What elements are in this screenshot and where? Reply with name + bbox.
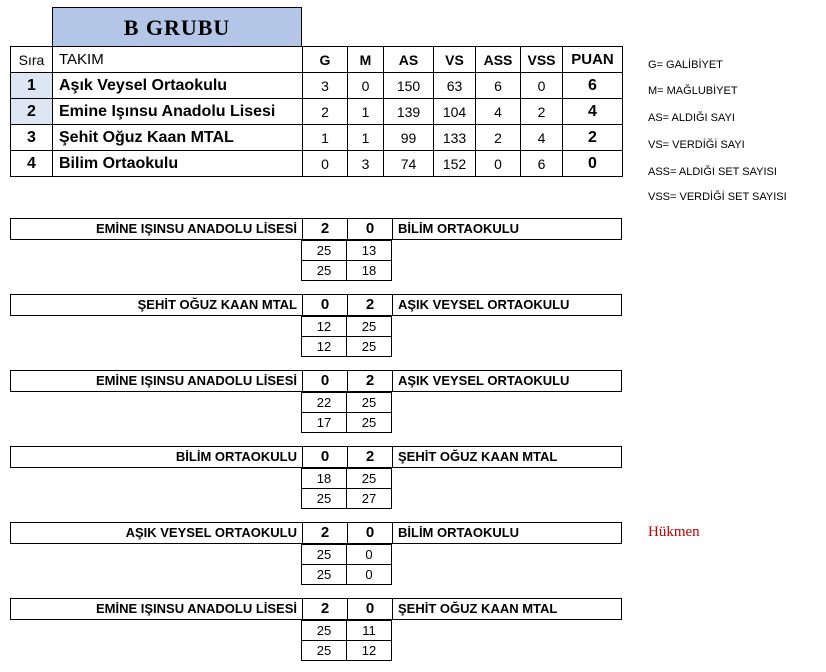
ass-cell: 6 bbox=[476, 73, 521, 99]
m-cell: 0 bbox=[348, 73, 384, 99]
away-team: AŞIK VEYSEL ORTAOKULU bbox=[392, 295, 622, 315]
header-sira: Sıra bbox=[11, 47, 53, 73]
ass-cell: 4 bbox=[476, 99, 521, 125]
set-score: 18 bbox=[302, 469, 347, 489]
set-row bbox=[302, 545, 392, 565]
home-team: BİLİM ORTAOKULU bbox=[175, 449, 297, 464]
set-score: 17 bbox=[302, 413, 347, 433]
set-row bbox=[302, 565, 392, 585]
team-cell: Şehit Oğuz Kaan MTAL bbox=[53, 125, 303, 151]
standings-row bbox=[11, 99, 623, 125]
rank-cell: 1 bbox=[11, 73, 53, 99]
away-team: BİLİM ORTAOKULU bbox=[392, 523, 622, 543]
as-cell: 150 bbox=[384, 73, 434, 99]
away-sets: 0 bbox=[347, 523, 392, 543]
vss-cell: 4 bbox=[521, 125, 563, 151]
set-score: 25 bbox=[347, 337, 392, 357]
standings-row bbox=[11, 125, 623, 151]
g-cell: 1 bbox=[303, 125, 348, 151]
vs-cell: 133 bbox=[434, 125, 476, 151]
puan-cell: 0 bbox=[563, 151, 623, 177]
set-scores bbox=[301, 544, 392, 585]
set-score: 25 bbox=[302, 241, 347, 261]
puan-cell: 2 bbox=[563, 125, 623, 151]
header-puan: PUAN bbox=[563, 47, 623, 73]
set-score: 12 bbox=[347, 641, 392, 661]
vs-cell: 152 bbox=[434, 151, 476, 177]
home-sets: 0 bbox=[302, 295, 347, 315]
m-cell: 3 bbox=[348, 151, 384, 177]
set-score: 25 bbox=[302, 565, 347, 585]
away-sets: 2 bbox=[347, 295, 392, 315]
standings-row bbox=[11, 73, 623, 99]
legend-as: AS= ALDIĞI SAYI bbox=[648, 112, 735, 124]
away-team: ŞEHİT OĞUZ KAAN MTAL bbox=[392, 447, 622, 467]
home-team: ŞEHİT OĞUZ KAAN MTAL bbox=[137, 297, 297, 312]
set-score: 0 bbox=[347, 545, 392, 565]
g-cell: 3 bbox=[303, 73, 348, 99]
set-row bbox=[302, 641, 392, 661]
away-team: AŞIK VEYSEL ORTAOKULU bbox=[392, 371, 622, 391]
vss-cell: 2 bbox=[521, 99, 563, 125]
home-sets: 0 bbox=[302, 371, 347, 391]
vs-cell: 63 bbox=[434, 73, 476, 99]
set-score: 0 bbox=[347, 565, 392, 585]
set-scores bbox=[301, 240, 392, 281]
set-score: 22 bbox=[302, 393, 347, 413]
match-row bbox=[10, 294, 622, 316]
set-row bbox=[302, 393, 392, 413]
set-score: 18 bbox=[347, 261, 392, 281]
ass-cell: 0 bbox=[476, 151, 521, 177]
home-sets: 0 bbox=[302, 447, 347, 467]
rank-cell: 2 bbox=[11, 99, 53, 125]
home-team: EMİNE IŞINSU ANADOLU LİSESİ bbox=[95, 221, 297, 236]
set-row bbox=[302, 413, 392, 433]
vss-cell: 6 bbox=[521, 151, 563, 177]
m-cell: 1 bbox=[348, 99, 384, 125]
g-cell: 0 bbox=[303, 151, 348, 177]
as-cell: 139 bbox=[384, 99, 434, 125]
set-row bbox=[302, 317, 392, 337]
set-score: 25 bbox=[347, 469, 392, 489]
set-row bbox=[302, 469, 392, 489]
set-row bbox=[302, 261, 392, 281]
home-sets: 2 bbox=[302, 599, 347, 619]
away-sets: 2 bbox=[347, 371, 392, 391]
set-scores bbox=[301, 620, 392, 661]
standings-table bbox=[10, 46, 623, 177]
set-row bbox=[302, 489, 392, 509]
set-row bbox=[302, 337, 392, 357]
home-sets: 2 bbox=[302, 219, 347, 239]
set-score: 25 bbox=[302, 545, 347, 565]
m-cell: 1 bbox=[348, 125, 384, 151]
header-vss: VSS bbox=[521, 47, 563, 73]
set-score: 25 bbox=[347, 393, 392, 413]
set-scores bbox=[301, 316, 392, 357]
header-ass: ASS bbox=[476, 47, 521, 73]
rank-cell: 4 bbox=[11, 151, 53, 177]
set-row bbox=[302, 621, 392, 641]
away-sets: 2 bbox=[347, 447, 392, 467]
set-score: 25 bbox=[302, 261, 347, 281]
legend-vss: VSS= VERDİĞİ SET SAYISI bbox=[648, 191, 787, 203]
puan-cell: 6 bbox=[563, 73, 623, 99]
team-cell: Emine Işınsu Anadolu Lisesi bbox=[53, 99, 303, 125]
as-cell: 74 bbox=[384, 151, 434, 177]
group-title: B GRUBU bbox=[52, 7, 302, 47]
forfeit-note: Hükmen bbox=[648, 524, 700, 540]
standings-row bbox=[11, 151, 623, 177]
legend-ass: ASS= ALDIĞI SET SAYISI bbox=[648, 166, 777, 178]
legend-g: G= GALİBİYET bbox=[648, 59, 723, 71]
match-row bbox=[10, 522, 622, 544]
vs-cell: 104 bbox=[434, 99, 476, 125]
set-scores bbox=[301, 468, 392, 509]
legend-vs: VS= VERDİĞİ SAYI bbox=[648, 139, 745, 151]
match-row bbox=[10, 218, 622, 240]
away-team: BİLİM ORTAOKULU bbox=[392, 219, 622, 239]
team-cell: Aşık Veysel Ortaokulu bbox=[53, 73, 303, 99]
away-sets: 0 bbox=[347, 219, 392, 239]
set-score: 11 bbox=[347, 621, 392, 641]
match-row bbox=[10, 370, 622, 392]
set-score: 13 bbox=[347, 241, 392, 261]
header-vs: VS bbox=[434, 47, 476, 73]
standings-header-row bbox=[11, 47, 623, 73]
header-takim: TAKIM bbox=[53, 47, 303, 73]
home-sets: 2 bbox=[302, 523, 347, 543]
away-sets: 0 bbox=[347, 599, 392, 619]
set-score: 12 bbox=[302, 317, 347, 337]
header-m: M bbox=[348, 47, 384, 73]
set-score: 25 bbox=[302, 641, 347, 661]
home-team: EMİNE IŞINSU ANADOLU LİSESİ bbox=[95, 601, 297, 616]
set-row bbox=[302, 241, 392, 261]
set-scores bbox=[301, 392, 392, 433]
team-cell: Bilim Ortaokulu bbox=[53, 151, 303, 177]
ass-cell: 2 bbox=[476, 125, 521, 151]
puan-cell: 4 bbox=[563, 99, 623, 125]
rank-cell: 3 bbox=[11, 125, 53, 151]
header-g: G bbox=[303, 47, 348, 73]
set-score: 25 bbox=[302, 621, 347, 641]
home-team: AŞIK VEYSEL ORTAOKULU bbox=[125, 525, 297, 540]
set-score: 12 bbox=[302, 337, 347, 357]
header-as: AS bbox=[384, 47, 434, 73]
set-score: 25 bbox=[347, 317, 392, 337]
set-score: 25 bbox=[347, 413, 392, 433]
vss-cell: 0 bbox=[521, 73, 563, 99]
legend-m: M= MAĞLUBİYET bbox=[648, 85, 738, 97]
set-score: 25 bbox=[302, 489, 347, 509]
home-team: EMİNE IŞINSU ANADOLU LİSESİ bbox=[95, 373, 297, 388]
as-cell: 99 bbox=[384, 125, 434, 151]
g-cell: 2 bbox=[303, 99, 348, 125]
match-row bbox=[10, 446, 622, 468]
set-score: 27 bbox=[347, 489, 392, 509]
match-row bbox=[10, 598, 622, 620]
away-team: ŞEHİT OĞUZ KAAN MTAL bbox=[392, 599, 622, 619]
